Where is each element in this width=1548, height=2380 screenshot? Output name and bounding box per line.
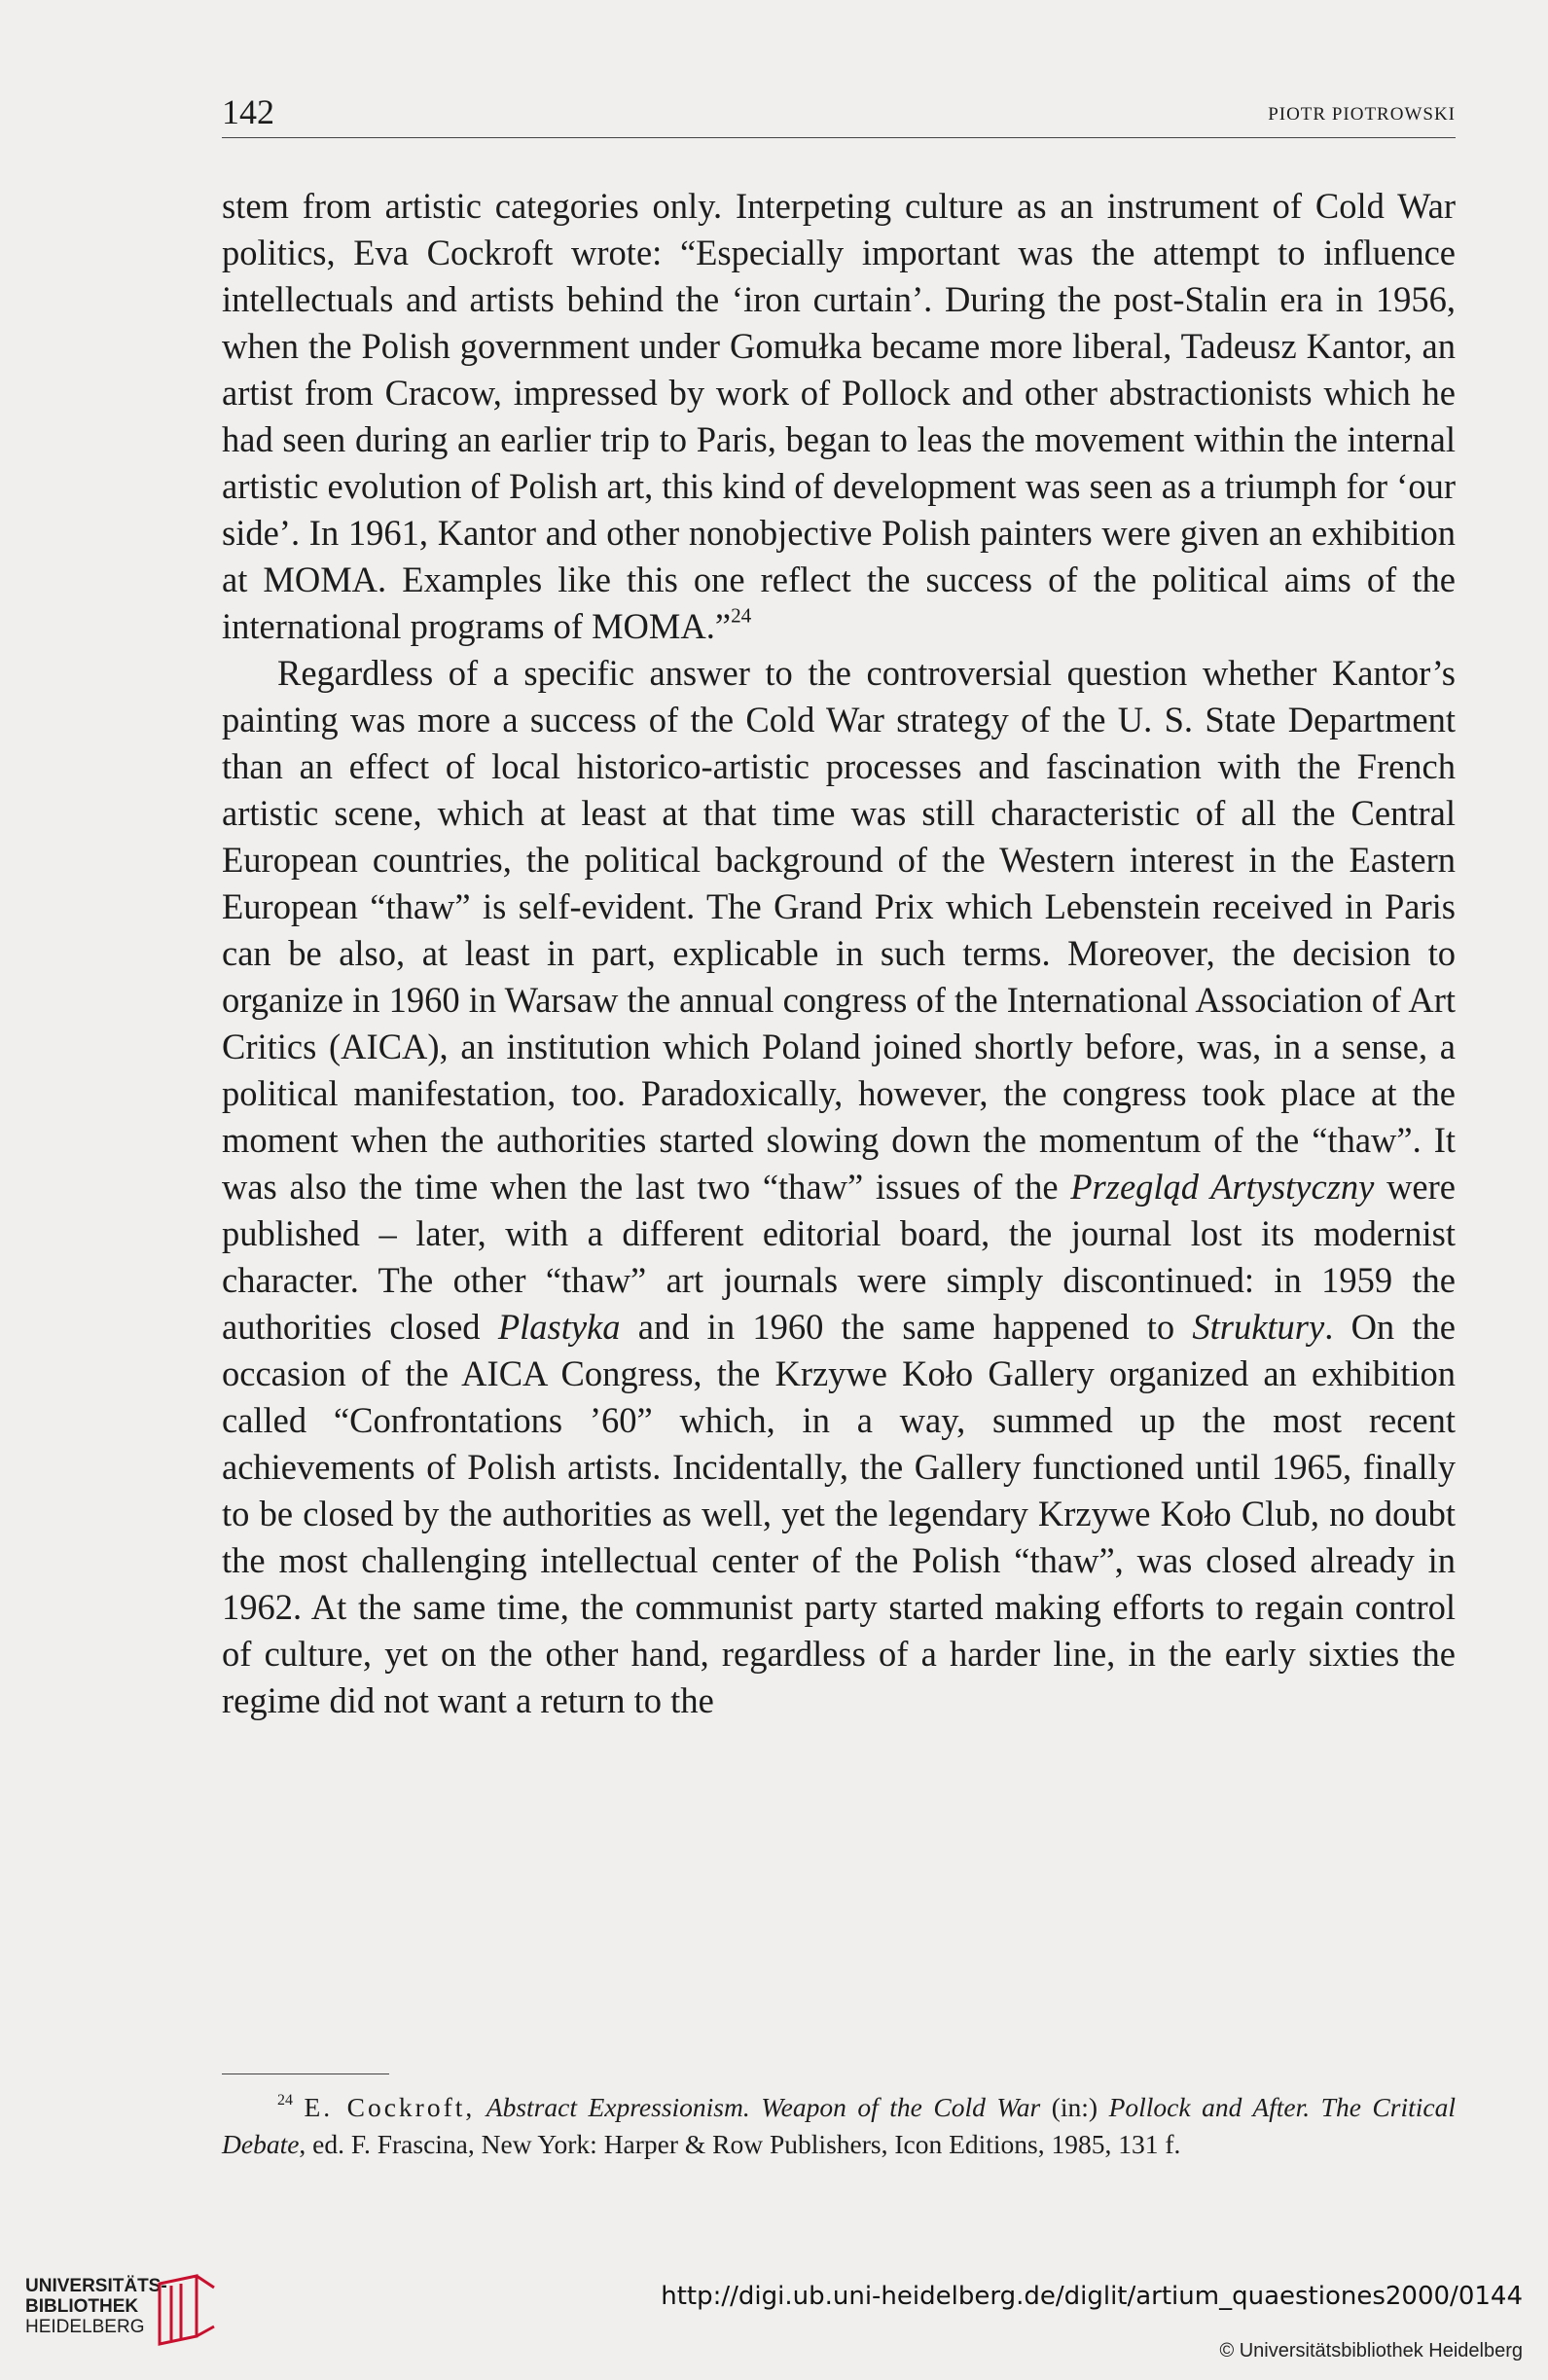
footnote-in: (in:) <box>1040 2092 1109 2122</box>
journal-title-struktury: Struktury <box>1192 1307 1325 1347</box>
logo-line-3: HEIDELBERG <box>25 2317 145 2337</box>
footnote-author: E. Cockroft, <box>304 2092 476 2122</box>
journal-title-plastyka: Plastyka <box>497 1307 621 1347</box>
footnote-ref-24[interactable]: 24 <box>731 603 752 628</box>
paragraph-2 <box>222 650 1456 1724</box>
paragraph-1 <box>222 183 1456 650</box>
library-logo-text <box>25 2276 167 2337</box>
logo-line-1: UNIVERSITÄTS- <box>25 2276 167 2296</box>
library-logo[interactable] <box>25 2272 220 2369</box>
paragraph-2-part-3: and in 1960 the same happened to <box>620 1307 1193 1347</box>
body-text <box>222 183 1456 1724</box>
library-mark-icon <box>154 2272 232 2346</box>
copyright-notice: © Universitätsbibliothek Heidelberg <box>1219 2340 1523 2362</box>
paragraph-1-text: stem from artistic categories only. Interpeting culture as an instrument of Cold War politics, Eva Cockroft wrote: “Especially important was the attempt to influence intellectuals and artists behind the ‘iron curtain’. During the post-Stalin era in 1956, when the Polish government under Gomułka became more liberal, Tadeusz Kantor, an artist from Cracow, impressed by work of Pollock and other abstractionists which he had seen during an earlier trip to Paris, began to leas the movement within the internal artistic evolution of Polish art, this kind of development was seen as a triumph for ‘our side’. In 1961, Kantor and other nonobjective Polish painters were given an exhibition at MOMA. Examples like this one reflect the success of the political aims of the international programs of MOMA.” <box>222 186 1456 646</box>
paragraph-2-part-1: Regardless of a specific answer to the controversial question whether Kantor’s painting was more a success of the Cold War strategy of the U. S. State Department than an effect of local historico-artistic processes and fascination with the French artistic scene, which at least at that time was still characteristic of all the Central European countries, the political background of the Western interest in the Eastern European “thaw” is self-evident. The Grand Prix which Lebenstein received in Paris can be also, at least in part, explicable in such terms. Moreover, the decision to organize in 1960 in Warsaw the annual congress of the International Association of Art Critics (AICA), an institution which Poland joined shortly before, was, in a sense, a political manifestation, too. Paradoxically, however, the congress took place at the moment when the authorities started slowing down the momentum of the “thaw”. It was also the time when the last two “thaw” issues of the <box>222 653 1456 1207</box>
logo-line-2: BIBLIOTHEK <box>25 2296 139 2317</box>
footnote-24 <box>222 2089 1456 2162</box>
footnote-book-title: Pollock and After. The Critical Debate <box>222 2092 1456 2159</box>
paragraph-2-part-4: . On the occasion of the AICA Congress, the Krzywe Koło Gallery organized an exhibition called “Confrontations ’60” which, in a way, summed up the most recent achievements of Polish artists. Incidentally, the Gallery functioned until 1965, finally to be closed by the authorities as well, yet the legendary Krzywe Koło Club, no doubt the most challenging intellectual center of the Polish “thaw”, was closed already in 1962. At the same time, the communist party started making efforts to regain control of culture, yet on the other hand, regardless of a harder line, in the early sixties the regime did not want a return to the <box>222 1307 1457 1720</box>
digitization-footer <box>0 2243 1548 2380</box>
page-number: 142 <box>222 92 274 131</box>
paragraph-2-part-2: were published – later, with a different editorial board, the journal lost its modernist character. The other “thaw” art journals were simply discontinued: in 1959 the authorities closed <box>222 1167 1456 1347</box>
footnote-publication: , ed. F. Frascina, New York: Harper & Row Publishers, Icon Editions, 1985, 131 f. <box>299 2128 1181 2159</box>
journal-title-przeglad: Przegląd Artystyczny <box>1070 1167 1375 1207</box>
footnote-title: Abstract Expressionism. Weapon of the Cold War <box>486 2092 1041 2122</box>
source-url[interactable]: http://digi.ub.uni-heidelberg.de/diglit/artium_quaestiones2000/0144 <box>661 2282 1523 2311</box>
footnote-number: 24 <box>277 2091 293 2109</box>
running-head: PIOTR PIOTROWSKI <box>1268 104 1456 125</box>
page-header <box>222 92 1456 138</box>
footnote-divider <box>222 2073 389 2074</box>
